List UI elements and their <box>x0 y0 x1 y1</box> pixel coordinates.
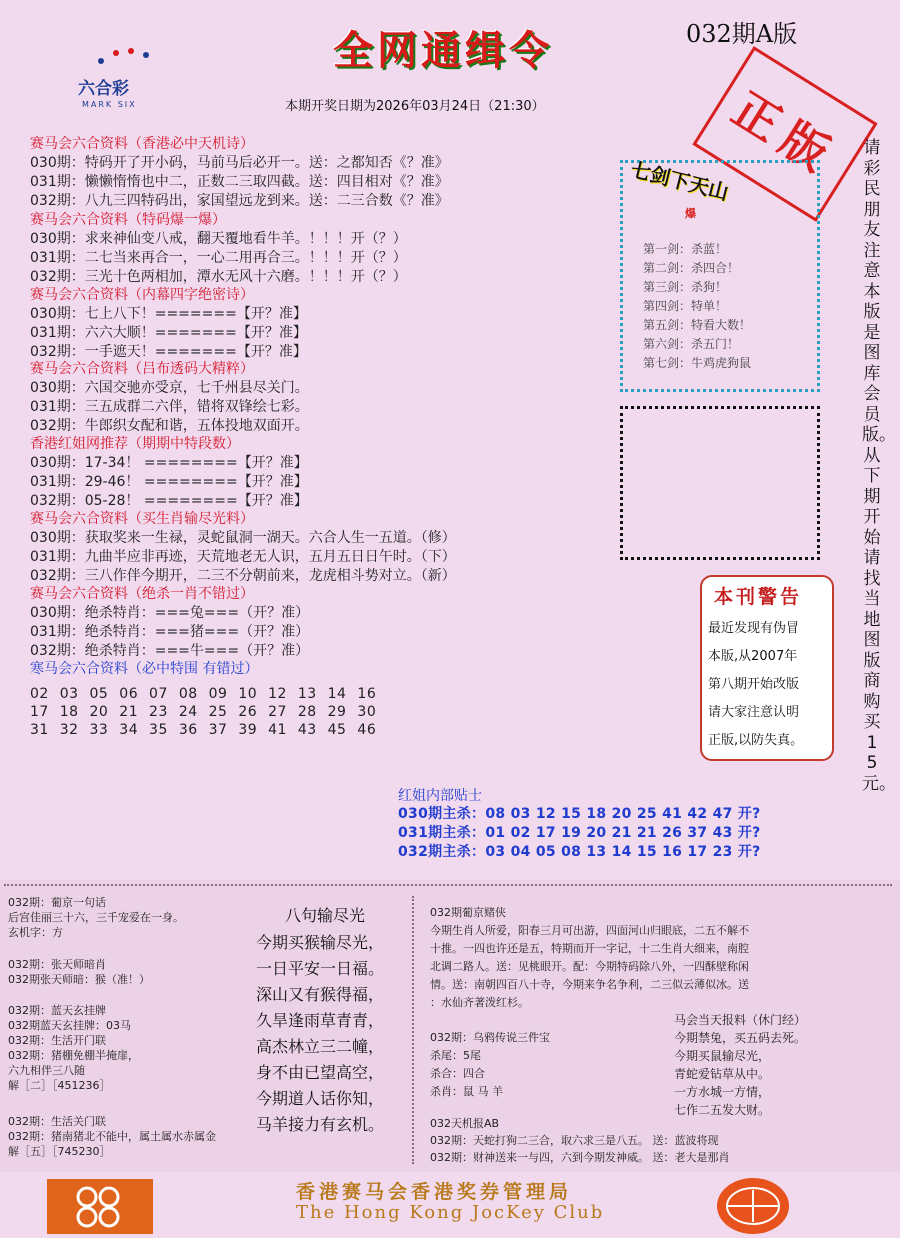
horse-report-line: 一方水城一方情， <box>674 1085 771 1099</box>
section-line: 032期：牛郎织女配和谐，五体投地双面开。 <box>30 418 309 434</box>
burst-label: 爆 <box>685 207 696 220</box>
section-line: 030期：特码开了开小码，马前马后必开一。送：之都知否《？准》 <box>30 155 449 171</box>
jockey-club-logo-icon <box>717 1178 789 1234</box>
section-header: 赛马会六合资料（内幕四字绝密诗） <box>30 287 254 303</box>
horse-report-line: 七作二五发大财。 <box>674 1103 771 1117</box>
section-line: 030期：求来神仙变八戒，翻天覆地看牛羊。！！！开（？） <box>30 231 407 247</box>
bottom-left-line: 032期：猪南猪北不能中，属土属水赤属金 <box>8 1130 216 1143</box>
section-line: 030期：六国交驰亦受京，七千州县尽关门。 <box>30 380 309 396</box>
bottom-left-line: 032期：葡京一句话 <box>8 896 106 909</box>
section-header: 香港红姐网推荐（期期中特段数） <box>30 436 240 452</box>
poem-line: 一日平安一日福。 <box>256 959 385 978</box>
bottom-right-line: 杀尾：5尾 <box>430 1049 481 1062</box>
sword-item: 第二剑：杀四合！ <box>643 261 740 275</box>
section-line: 030期：获取奖来一生禄，灵蛇鼠洞一湖天。六合人生一五道。（修） <box>30 530 456 546</box>
warning-line: 请大家注意认明 <box>708 705 800 720</box>
section-line: 032期：八九三四特码出，家国望远龙到来。送：二三合数《？准》 <box>30 193 449 209</box>
main-title: 全网通缉令 <box>333 28 553 74</box>
section-line: 031期：29-46！ ========【开？准】 <box>30 474 308 490</box>
poem-line: 久旱逢雨草青青， <box>256 1011 385 1030</box>
section-header: 赛马会六合资料（绝杀一肖不错过） <box>30 586 254 602</box>
number-row: 31 32 33 34 35 36 37 39 41 43 45 46 <box>30 722 377 738</box>
bottom-left-line: 032期张天师暗：猴（准！） <box>8 973 150 986</box>
sword-item: 第七剑：牛鸡虎狗鼠 <box>643 356 752 370</box>
section-line: 030期：17-34！ ========【开？准】 <box>30 455 308 471</box>
bottom-right-line: 今期生肖人所爱，阳春三月可出游，四面河山归眼底，二五不解不 <box>430 924 749 937</box>
section-header: 赛马会六合资料（吕布透码大精粹） <box>30 361 254 377</box>
mark-six-logo-sub: MARK SIX <box>82 100 137 109</box>
section-line: 031期：懒懒惰惰也中二，正数二三取四截。送：四目相对《？准》 <box>30 174 449 190</box>
empty-dotted-box <box>620 406 820 560</box>
sword-item: 第三剑：杀狗！ <box>643 280 728 294</box>
bottom-left-line: 解［五］［745230］ <box>8 1145 111 1158</box>
lottery-logo-icon <box>47 1179 153 1234</box>
bottom-left-line: 032期：张天师暗肖 <box>8 958 106 971</box>
bottom-left-line: 032期：生活开门联 <box>8 1034 106 1047</box>
bottom-left-line: 032期蓝天玄挂牌：03马 <box>8 1019 131 1032</box>
number-row: 17 18 20 21 23 24 25 26 27 28 29 30 <box>30 704 377 720</box>
sword-item: 第一剑：杀蓝！ <box>643 242 728 256</box>
section-line: 032期：05-28！ ========【开？准】 <box>30 493 308 509</box>
sword-item: 第四剑：特单！ <box>643 299 728 313</box>
poem-title: 八句输尽光 <box>285 906 366 925</box>
bottom-left-line: 032期：猪棚免棚半掩扉， <box>8 1049 139 1062</box>
poem-line: 身不由已望高空， <box>256 1063 385 1082</box>
tip-line: 031期主杀：01 02 17 19 20 21 21 26 37 43 开? <box>398 825 761 841</box>
tip-line: 032期主杀：03 04 05 08 13 14 15 16 17 23 开? <box>398 844 761 860</box>
bottom-right-line: ：水仙齐著泼红杉。 <box>430 996 529 1009</box>
bottom-right-line: 032期：乌鸦传说三件宝 <box>430 1031 550 1044</box>
bottom-right-line: 北调二路人。送：见桃眼开。配：今期特码除八外，一四酥壁称闲 <box>430 960 749 973</box>
bottom-left-line: 玄机字：方 <box>8 926 63 939</box>
bottom-left-line: 六九相伴三八随 <box>8 1064 85 1077</box>
tip-line: 030期主杀：08 03 12 15 18 20 25 41 42 47 开? <box>398 806 761 822</box>
section-header: 赛马会六合资料（买生肖输尽光料） <box>30 511 254 527</box>
bottom-divider-vertical <box>412 896 416 1164</box>
poem-line: 高杰林立三二幢， <box>256 1037 385 1056</box>
bottom-right-line: 032天机报AB <box>430 1117 500 1130</box>
warning-line: 第八期开始改版 <box>708 677 800 692</box>
section-line: 031期：九曲半应非再迹，天荒地老无人识，五月五日日午时。（下） <box>30 549 456 565</box>
horse-report-line: 今期禁兔，买五码去死。 <box>674 1031 807 1045</box>
section-line: 030期：七上八下！=======【开？准】 <box>30 306 307 322</box>
section-line: 032期：一手遮天！=======【开？准】 <box>30 344 307 360</box>
bottom-right-line: 032期葡京赌侠 <box>430 906 506 919</box>
poem-line: 深山又有猴得福， <box>256 985 385 1004</box>
bottom-right-line: 情。送：南朝四百八十寺，今期来争名争利，二三似云薄似冰。送 <box>430 978 749 991</box>
section-header: 赛马会六合资料（特码爆一爆） <box>30 212 226 228</box>
bottom-left-line: 032期：蓝天玄挂牌 <box>8 1004 106 1017</box>
horse-report-line: 青蛇爱钻草从中。 <box>674 1067 771 1081</box>
section-line: 031期：三五成群二六伴，错将双锋绘七彩。 <box>30 399 309 415</box>
bottom-right-line: 杀合：四合 <box>430 1067 485 1080</box>
horse-report-line: 今期买鼠输尽光， <box>674 1049 771 1063</box>
sword-item: 第五剑：特看大数！ <box>643 318 752 332</box>
section-header: 赛马会六合资料（香港必中天机诗） <box>30 136 254 152</box>
bottom-left-line: 解［二］［451236］ <box>8 1079 111 1092</box>
section-line: 031期：六六大顺！=======【开？准】 <box>30 325 307 341</box>
poem-line: 今期买猴输尽光， <box>256 933 385 952</box>
internal-tips-title: 红姐内部贴士 <box>398 788 482 804</box>
poem-line: 马羊接力有玄机。 <box>256 1115 385 1134</box>
bottom-right-line: 032期：天蛇打狗二三合，取六求三是八五。 送：蓝波将现 <box>430 1134 719 1147</box>
vertical-notice: 请彩民朋友注意本版是图库会员版。从下期开始请找当地图版商购买15元。 <box>862 138 896 794</box>
warning-line: 本版,从2007年 <box>708 649 798 664</box>
must-hit-header: 寒马会六合资料（必中特围 有错过） <box>30 661 259 677</box>
draw-date: 本期开奖日期为2026年03月24日（21:30） <box>285 99 545 114</box>
bottom-divider-horizontal <box>4 884 892 888</box>
section-line: 031期：二七当来再合一，一心二用再合三。！！！开（？） <box>30 250 407 266</box>
mark-six-logo: 六合彩 <box>78 79 129 99</box>
warning-title: 本刊警告 <box>714 586 803 608</box>
horse-report-title: 马会当天报料（休门经） <box>674 1013 807 1027</box>
footer-org-cn: 香港赛马会香港奖券管理局 <box>296 1181 573 1203</box>
issue-label: 032期A版 <box>686 20 798 48</box>
poem-line: 今期道人话你知， <box>256 1089 385 1108</box>
bottom-left-line: 032期：生活关门联 <box>8 1115 106 1128</box>
bottom-right-line: 十推。一四也许还是五，特期而开一字记，十二生肖大细来，南腔 <box>430 942 749 955</box>
bottom-right-line: 杀肖：鼠 马 羊 <box>430 1085 503 1098</box>
section-line: 032期：三八作伴今期开，二三不分朝前来，龙虎相斗势对立。（新） <box>30 568 456 584</box>
warning-line: 最近发现有伪冒 <box>708 621 800 636</box>
section-line: 032期：绝杀特肖：===牛===（开？准） <box>30 643 310 659</box>
section-line: 031期：绝杀特肖：===猪===（开？准） <box>30 624 310 640</box>
sword-item: 第六剑：杀五门！ <box>643 337 740 351</box>
section-line: 032期：三光十色两相加，潭水无风十六磨。！！！开（？） <box>30 269 407 285</box>
genuine-stamp: 正版 <box>692 46 877 222</box>
seven-swords-title: 七剑下天山 <box>628 157 732 205</box>
number-row: 02 03 05 06 07 08 09 10 12 13 14 16 <box>30 686 377 702</box>
bottom-left-line: 后宫佳丽三十六，三千宠爱在一身。 <box>8 911 184 924</box>
footer-org-en: The Hong Kong JocKey Club <box>296 1202 605 1223</box>
section-line: 030期：绝杀特肖：===兔===（开？准） <box>30 605 310 621</box>
warning-line: 正版,以防失真。 <box>708 733 804 748</box>
bottom-right-line: 032期：财神送来一与四，六到今期发神威。 送：老大是那肖 <box>430 1151 730 1164</box>
